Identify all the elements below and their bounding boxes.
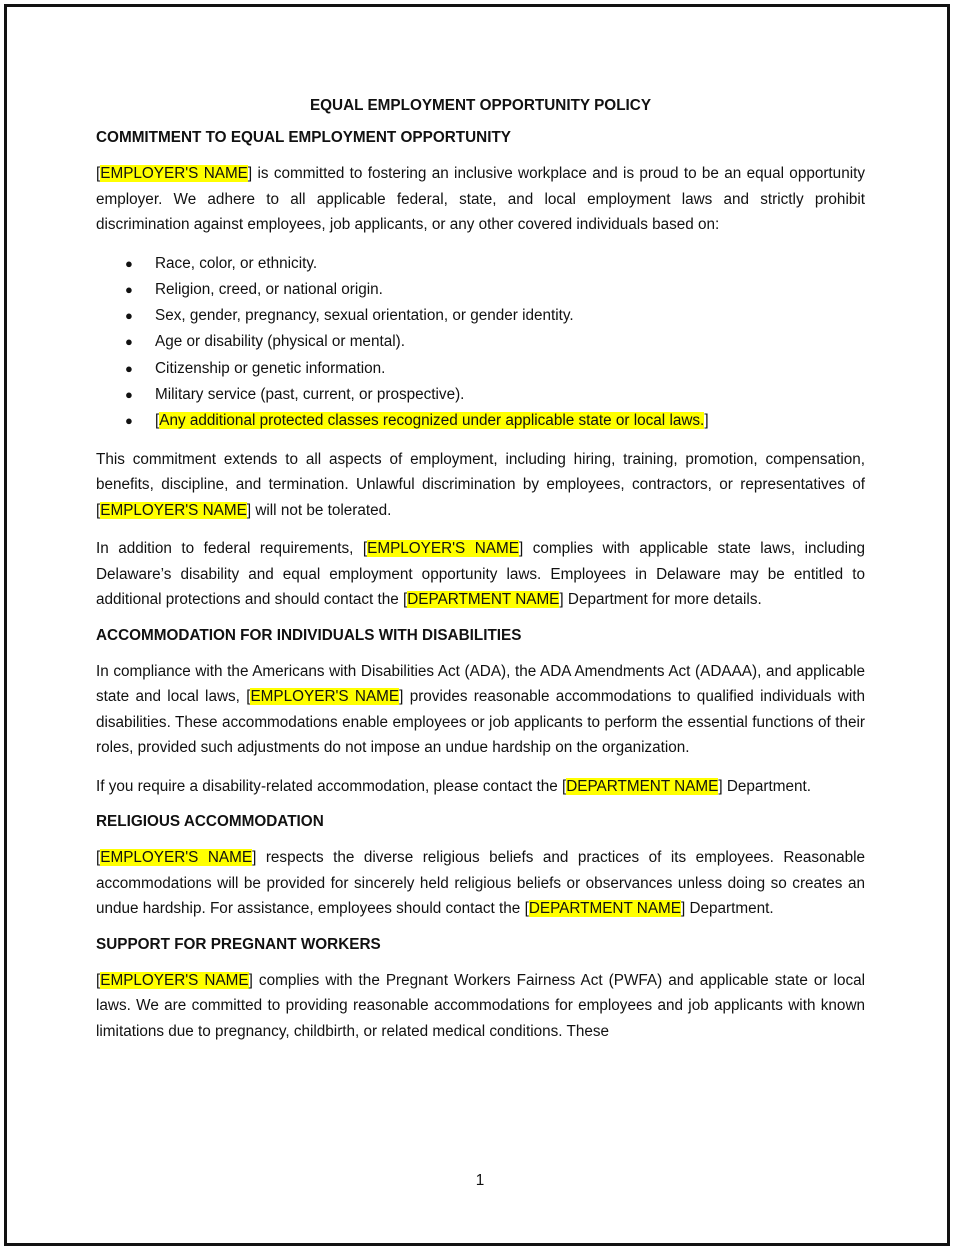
employer-name-placeholder[interactable]: EMPLOYER'S NAME [367,540,519,558]
heading-disabilities: ACCOMMODATION FOR INDIVIDUALS WITH DISABILITIES [96,626,522,644]
bullet-icon: ● [125,334,133,350]
bullet-icon: ● [125,308,133,324]
bullet-icon: ● [125,386,133,402]
department-name-placeholder[interactable]: DEPARTMENT NAME [528,900,681,918]
list-item: ● Race, color, or ethnicity. [96,251,865,277]
heading-pregnant-workers: SUPPORT FOR PREGNANT WORKERS [96,935,381,953]
bullet-icon: ● [125,360,133,376]
list-item: ● Religion, creed, or national origin. [96,277,865,303]
document-body [96,96,865,1057]
bullet-icon: ● [125,281,133,297]
pregnant-paragraph-1: [EMPLOYER'S NAME] complies with the Pregnant Workers Fairness Act (PWFA) and applicable state or local laws. We are committed to providing reasonable accommodations for employees and job applicants with known limitations due to pregnancy, childbirth, or related medical conditions. These [96,971,866,1040]
department-name-placeholder[interactable]: DEPARTMENT NAME [407,591,560,609]
religious-paragraph-1: [EMPLOYER'S NAME] respects the diverse religious beliefs and practices of its employees. Reasonable accommodations will be provided for sincerely held religious beliefs or observances unless doing so creates an undue hardship. For assistance, employees should contact the [DEPARTMENT NAME] Department. [96,849,866,918]
employer-name-placeholder[interactable]: EMPLOYER'S NAME [100,971,249,989]
department-name-placeholder[interactable]: DEPARTMENT NAME [566,777,719,795]
disabilities-paragraph-2: If you require a disability-related accommodation, please contact the [DEPARTMENT NAME] Department. [96,777,812,795]
commitment-paragraph-3: In addition to federal requirements, [EMPLOYER'S NAME] complies with applicable state laws, including Delaware’s disability and equal employment opportunity laws. Employees in Delaware may be entitled to additional protections and should contact the [DEPARTMENT NAME] Department for more details. [96,540,866,609]
bullet-icon: ● [125,413,133,429]
list-item: ● Age or disability (physical or mental). [96,329,865,355]
commitment-paragraph-1-text: is committed to fostering an inclusive workplace and is proud to be an equal opportunity employer. We adhere to all applicable federal, state, and local employment laws and strictly prohibit discrimination against employees, job applicants, or any other covered individuals based on: [96,165,865,233]
list-item: ● [Any additional protected classes recognized under applicable state or local laws.] [96,408,865,434]
employer-name-placeholder[interactable]: EMPLOYER'S NAME [100,501,247,519]
heading-commitment: COMMITMENT TO EQUAL EMPLOYMENT OPPORTUNITY [96,129,512,146]
protected-classes-list [96,251,865,435]
additional-classes-placeholder[interactable]: Any additional protected classes recognized under applicable state or local laws. [159,412,705,430]
employer-name-placeholder[interactable]: EMPLOYER'S NAME [250,688,400,706]
employer-name-placeholder[interactable]: EMPLOYER'S NAME [100,165,248,182]
document-title: EQUAL EMPLOYMENT OPPORTUNITY POLICY [309,97,652,114]
bullet-icon: ● [125,255,133,271]
employer-name-placeholder[interactable]: EMPLOYER'S NAME [100,849,253,867]
commitment-paragraph-2: This commitment extends to all aspects of employment, including hiring, training, promotion, compensation, benefits, discipline, and termination. Unlawful discrimination by employees, contractors, or representatives of [EMPLOYER'S NAME] will not be tolerated. [96,450,865,519]
heading-religious: RELIGIOUS ACCOMMODATION [96,813,324,831]
disabilities-paragraph-1: In compliance with the Americans with Disabilities Act (ADA), the ADA Amendments Act (ADAAA), and applicable state and local laws, [EMPLOYER'S NAME] provides reasonable accommodations to qualified individuals with disabilities. These accommodations enable employees or job applicants to perform the essential functions of their roles, provided such adjustments do not impose an undue hardship on the organization. [96,662,866,757]
commitment-paragraph-1: [EMPLOYER'S NAME] is committed to fostering an inclusive workplace and is proud to be an equal opportunity employer. We adhere to all applicable federal, state, and local employment laws and strictly prohibit discrimination against employees, job applicants, or any other covered individuals based on: [96,165,865,233]
page-number: 1 [475,1172,485,1189]
list-item: ● Citizenship or genetic information. [96,356,865,382]
list-item: ● Military service (past, current, or prospective). [96,382,865,408]
list-item: ● Sex, gender, pregnancy, sexual orientation, or gender identity. [96,303,865,329]
